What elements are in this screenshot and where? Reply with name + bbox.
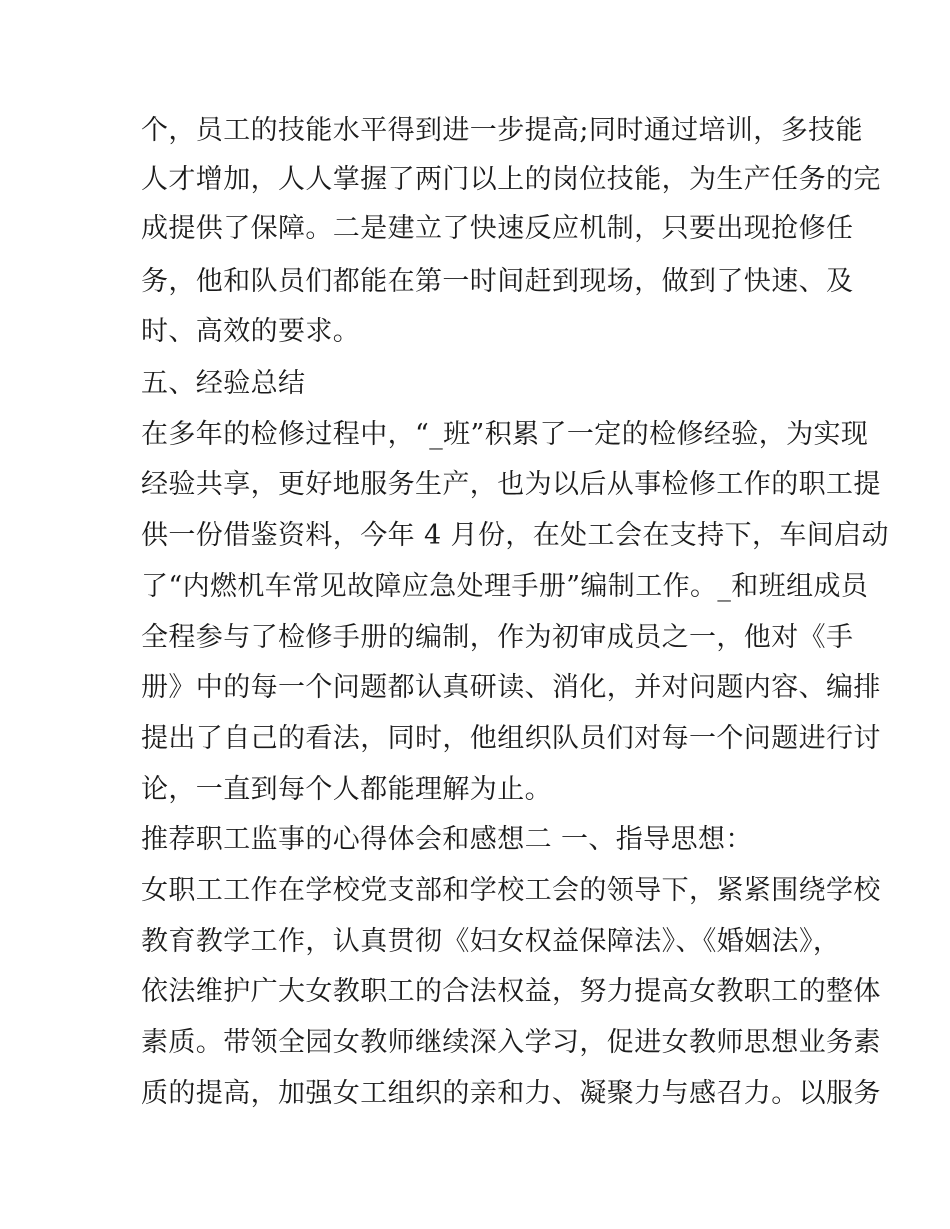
paragraph-line: 时、高效的要求。	[141, 316, 361, 347]
paragraph-line: 务，他和队员们都能在第一时间赶到现场，做到了快速、及	[141, 266, 854, 297]
paragraph-line: 了“内燃机车常见故障应急处理手册”编制工作。_和班组成员	[141, 571, 869, 602]
paragraph-line: 质的提高，加强女工组织的亲和力、凝聚力与感召力。以服务	[141, 1078, 881, 1109]
paragraph-line: 个，员工的技能水平得到进一步提高;同时通过培训，多技能	[141, 115, 863, 146]
paragraph-line: 成提供了保障。二是建立了快速反应机制，只要出现抢修任	[141, 213, 854, 244]
section-heading: 五、经验总结	[141, 368, 306, 399]
paragraph-line: 论，一直到每个人都能理解为止。	[141, 774, 552, 805]
paragraph-line: 女职工工作在学校党支部和学校工会的领导下，紧紧围绕学校	[141, 875, 881, 906]
paragraph-line: 人才增加，人人掌握了两门以上的岗位技能，为生产任务的完	[141, 164, 881, 195]
paragraph-line: 依法维护广大女教职工的合法权益，努力提高女教职工的整体	[141, 976, 881, 1007]
section-heading: 推荐职工监事的心得体会和感想二 一、指导思想：	[141, 824, 753, 855]
paragraph-line: 素质。带领全园女教师继续深入学习，促进女教师思想业务素	[141, 1027, 881, 1058]
paragraph-line: 在多年的检修过程中，“_班”积累了一定的检修经验，为实现	[141, 419, 869, 450]
paragraph-line: 全程参与了检修手册的编制，作为初审成员之一，他对《手	[141, 622, 854, 653]
paragraph-line: 教育教学工作，认真贯彻《妇女权益保障法》、《婚姻法》，	[141, 926, 841, 957]
paragraph-line: 提出了自己的看法，同时，他组织队员们对每一个问题进行讨	[141, 723, 881, 754]
paragraph-line: 供一份借鉴资料，今年 4 月份，在处工会在支持下，车间启动	[141, 520, 889, 551]
paragraph-line: 册》中的每一个问题都认真研读、消化，并对问题内容、编排	[141, 672, 881, 703]
paragraph-line: 经验共享，更好地服务生产，也为以后从事检修工作的职工提	[141, 469, 881, 500]
